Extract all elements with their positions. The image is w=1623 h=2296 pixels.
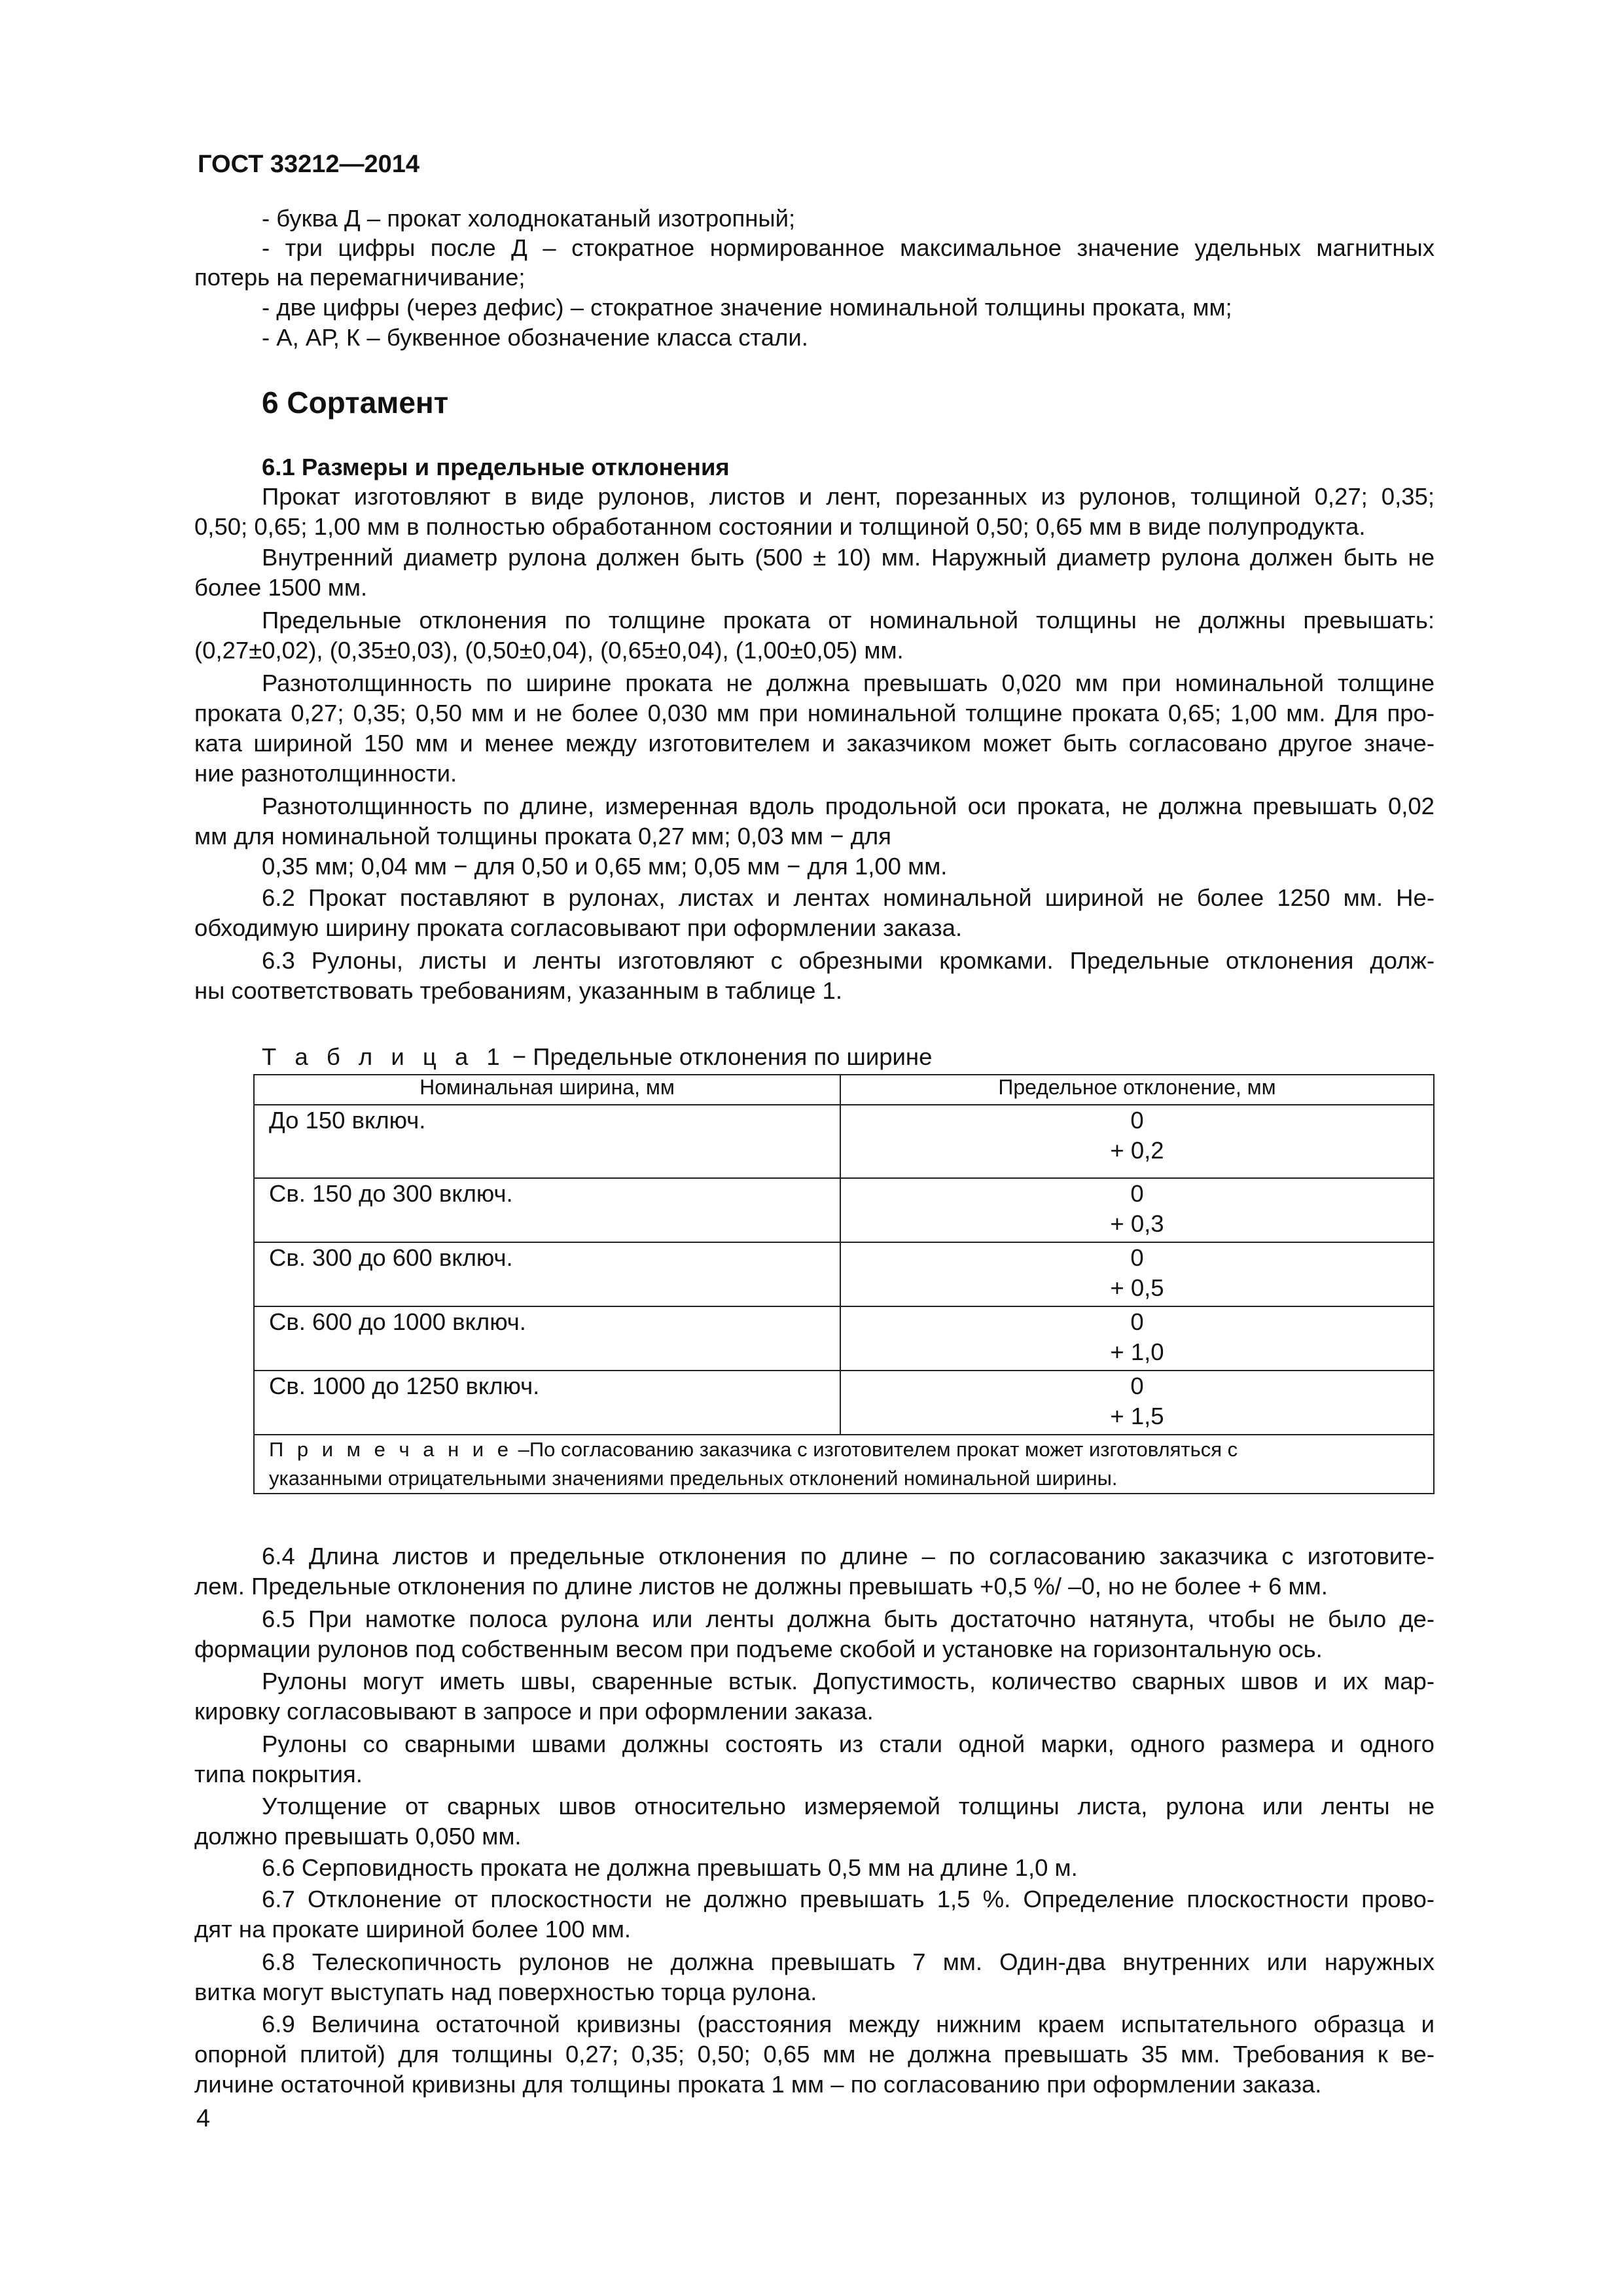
- table-cell-width: Св. 600 до 1000 включ.: [254, 1306, 840, 1371]
- body-line: 6.9 Величина остаточной кривизны (расстояния между нижним краем испытательного образца и: [262, 2011, 1435, 2037]
- table-note-prefix: П р и м е ч а н и е: [269, 1438, 512, 1461]
- body-line: Утолщение от сварных швов относительно измеряемой толщины листа, рулона или ленты не: [262, 1793, 1435, 1820]
- intro-line: - А, АР, К – буквенное обозначение класса стали.: [262, 324, 808, 351]
- body-line: Внутренний диаметр рулона должен быть (500 ± 10) мм. Наружный диаметр рулона должен быть не: [262, 544, 1435, 571]
- body-line: 6.3 Рулоны, листы и ленты изготовляют с обрезными кромками. Предельные отклонения долж-: [262, 947, 1435, 974]
- body-line: 0,50; 0,65; 1,00 мм в полностью обработанном состоянии и толщиной 0,50; 0,65 мм в виде полупродукта.: [194, 513, 1366, 540]
- table-row: [254, 1306, 1434, 1371]
- table-caption-prefix: Т а б л и ц а 1: [262, 1043, 506, 1070]
- table-row: [254, 1242, 1434, 1306]
- body-line: Прокат изготовляют в виде рулонов, листов и лент, порезанных из рулонов, толщиной 0,27; 0,35;: [262, 483, 1435, 510]
- deviation-upper: + 0,5: [1110, 1274, 1164, 1301]
- table-cell-deviation: [840, 1105, 1434, 1178]
- body-line: Рулоны могут иметь швы, сваренные встык. Допустимость, количество сварных швов и их мар-: [262, 1668, 1435, 1695]
- table-cell-width: Св. 300 до 600 включ.: [254, 1242, 840, 1306]
- tolerance-table: [253, 1074, 1435, 1494]
- deviation-lower: 0: [1130, 1107, 1144, 1134]
- deviation-upper: + 0,3: [1110, 1210, 1164, 1237]
- table-cell-deviation: [840, 1306, 1434, 1371]
- deviation-upper: + 0,2: [1110, 1137, 1164, 1164]
- section-title: 6 Сортамент: [262, 386, 449, 420]
- table-caption-text: − Предельные отклонения по ширине: [505, 1043, 933, 1070]
- table-cell-width: Св. 1000 до 1250 включ.: [254, 1371, 840, 1435]
- body-line: 6.6 Серповидность проката не должна превышать 0,5 мм на длине 1,0 м.: [262, 1854, 1078, 1881]
- table-note-line: указанными отрицательными значениями предельных отклонений номинальной ширины.: [269, 1467, 1118, 1490]
- body-line: формации рулонов под собственным весом при подъеме скобой и установке на горизонтальную ось.: [194, 1636, 1323, 1662]
- subsection-title: 6.1 Размеры и предельные отклонения: [262, 454, 730, 480]
- body-line: личине остаточной кривизны для толщины проката 1 мм – по согласованию при оформлении заказа.: [194, 2071, 1322, 2098]
- body-line: опорной плитой) для толщины 0,27; 0,35; 0,50; 0,65 мм не должна превышать 35 мм. Требования к ве-: [194, 2041, 1435, 2068]
- body-line: типа покрытия.: [194, 1761, 363, 1787]
- table-cell-deviation: [840, 1178, 1434, 1242]
- body-line: 6.7 Отклонение от плоскостности не должно превышать 1,5 %. Определение плоскостности прово-: [262, 1886, 1435, 1912]
- table-header-width: Номинальная ширина, мм: [254, 1075, 840, 1105]
- intro-line: - три цифры после Д – стократное нормированное максимальное значение удельных магнитных: [262, 234, 1435, 261]
- table-cell-width: До 150 включ.: [254, 1105, 840, 1178]
- body-line: Разнотолщинность по длине, измеренная вдоль продольной оси проката, не должна превышать 0,02: [262, 793, 1435, 819]
- table-note: [254, 1435, 1434, 1494]
- deviation-upper: + 1,0: [1110, 1338, 1164, 1365]
- page-number: 4: [196, 2105, 211, 2132]
- table-cell-deviation: [840, 1371, 1434, 1435]
- document-header: ГОСТ 33212—2014: [198, 151, 420, 178]
- table-note-line: [269, 1435, 1433, 1464]
- body-line: ние разнотолщинности.: [194, 760, 457, 787]
- body-line: 6.5 При намотке полоса рулона или ленты должна быть достаточно натянута, чтобы не было де-: [262, 1605, 1435, 1632]
- table-cell-width: Св. 150 до 300 включ.: [254, 1178, 840, 1242]
- body-line: обходимую ширину проката согласовывают при оформлении заказа.: [194, 914, 963, 941]
- body-line: Предельные отклонения по толщине проката от номинальной толщины не должны превышать:: [262, 607, 1435, 634]
- deviation-upper: + 1,5: [1110, 1403, 1164, 1429]
- table-row: [254, 1105, 1434, 1178]
- intro-line: - буква Д – прокат холоднокатаный изотропный;: [262, 205, 796, 232]
- body-line: должно превышать 0,050 мм.: [194, 1823, 522, 1850]
- table-header-deviation: Предельное отклонение, мм: [840, 1075, 1434, 1105]
- body-line: Разнотолщинность по ширине проката не должна превышать 0,020 мм при номинальной толщине: [262, 670, 1435, 696]
- body-line: ката шириной 150 мм и менее между изготовителем и заказчиком может быть согласовано другое значе-: [194, 730, 1435, 757]
- table-row: [254, 1371, 1434, 1435]
- table-cell-deviation: [840, 1242, 1434, 1306]
- deviation-lower: 0: [1130, 1244, 1144, 1271]
- body-line: кировку согласовывают в запросе и при оформлении заказа.: [194, 1698, 874, 1725]
- body-line: витка могут выступать над поверхностью торца рулона.: [194, 1979, 817, 2005]
- table-note-row: [254, 1435, 1434, 1494]
- table-note-text: –По согласованию заказчика с изготовителем прокат может изготовляться с: [512, 1438, 1238, 1461]
- body-line: 6.8 Телескопичность рулонов не должна превышать 7 мм. Один-два внутренних или наружных: [262, 1948, 1435, 1975]
- table-header-row: [254, 1075, 1434, 1105]
- body-line: 6.4 Длина листов и предельные отклонения по длине – по согласованию заказчика с изготовите-: [262, 1543, 1435, 1570]
- intro-line: - две цифры (через дефис) – стократное значение номинальной толщины проката, мм;: [262, 294, 1232, 321]
- body-line: мм для номинальной толщины проката 0,27 мм; 0,03 мм − для: [194, 823, 891, 850]
- body-line: дят на прокате шириной более 100 мм.: [194, 1916, 632, 1943]
- intro-line: потерь на перемагничивание;: [194, 264, 526, 291]
- body-line: 6.2 Прокат поставляют в рулонах, листах и лентах номинальной шириной не более 1250 мм. Не-: [262, 884, 1435, 911]
- deviation-lower: 0: [1130, 1372, 1144, 1399]
- table-caption: [262, 1043, 932, 1071]
- body-line: 0,35 мм; 0,04 мм − для 0,50 и 0,65 мм; 0,05 мм − для 1,00 мм.: [262, 853, 948, 880]
- body-line: ны соответствовать требованиям, указанным в таблице 1.: [194, 977, 842, 1004]
- deviation-lower: 0: [1130, 1308, 1144, 1335]
- body-line: более 1500 мм.: [194, 574, 368, 601]
- body-line: Рулоны со сварными швами должны состоять из стали одной марки, одного размера и одного: [262, 1731, 1435, 1757]
- table-row: [254, 1178, 1434, 1242]
- deviation-lower: 0: [1130, 1180, 1144, 1207]
- body-line: проката 0,27; 0,35; 0,50 мм и не более 0,030 мм при номинальной толщине проката 0,65; 1,00 мм. Для про-: [194, 700, 1435, 726]
- body-line: (0,27±0,02), (0,35±0,03), (0,50±0,04), (0,65±0,04), (1,00±0,05) мм.: [194, 637, 904, 664]
- body-line: лем. Предельные отклонения по длине листов не должны превышать +0,5 %/ –0, но не более + 6 мм.: [194, 1573, 1328, 1600]
